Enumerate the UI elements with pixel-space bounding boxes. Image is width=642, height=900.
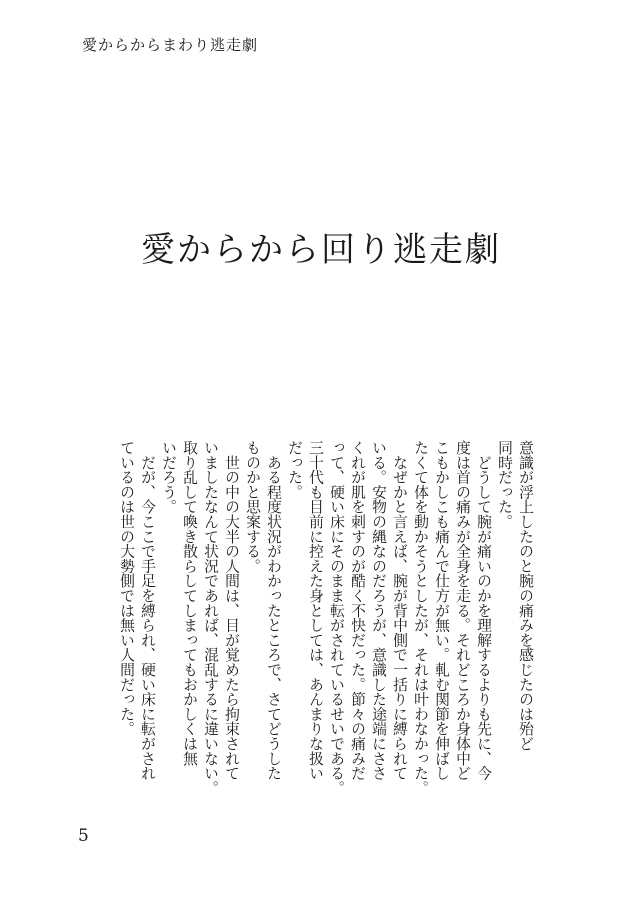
text-line: こもかしこも痛んで仕方が無い。軋む関節を伸ばし bbox=[433, 440, 450, 781]
text-line: って、硬い床にそのまま転がされているせいである。 bbox=[328, 440, 345, 796]
text-line: いる。安物の縄なのだろうが、意識した途端にささ bbox=[370, 440, 387, 781]
text-line: だった。 bbox=[286, 440, 303, 500]
text-line: 世の中の大半の人間は、目が覚めたら拘束されて bbox=[223, 440, 240, 781]
text-line: いましたなんて状況であれば、混乱するに違いない。 bbox=[202, 440, 219, 796]
running-header: 愛からからまわり逃走劇 bbox=[82, 36, 259, 54]
body-text bbox=[116, 440, 536, 815]
text-line: 意識が浮上したのと腕の痛みを感じたのは殆ど bbox=[517, 440, 534, 751]
text-line: いだろう。 bbox=[160, 440, 177, 514]
text-line: ているのは世の大勢側では無い人間だった。 bbox=[118, 440, 135, 736]
text-line: だが、今ここで手足を縛られ、硬い床に転がされ bbox=[139, 440, 156, 781]
text-line: どうして腕が痛いのかを理解するよりも先に、今 bbox=[475, 440, 492, 781]
text-line: くれが肌を刺すのが酷く不快だった。節々の痛みだ bbox=[349, 440, 366, 781]
text-line: ある程度状況がわかったところで、さてどうした bbox=[265, 440, 282, 781]
text-line: 同時だった。 bbox=[496, 440, 513, 529]
text-line: 取り乱して喚き散らしてしまってもおかしくは無 bbox=[181, 440, 198, 766]
text-line: なぜかと言えば、腕が背中側で一括りに縛られて bbox=[391, 440, 408, 781]
text-line: ものかと思案する。 bbox=[244, 440, 261, 574]
text-line: たくて体を動かそうとしたが、それは叶わなかった。 bbox=[412, 440, 429, 796]
text-line: 度は首の痛みが全身を走る。それどころか身体中ど bbox=[454, 440, 471, 781]
text-line: 三十代も目前に控えた身としては、あんまりな扱い bbox=[307, 440, 324, 781]
page-number: 5 bbox=[78, 826, 89, 846]
chapter-title: 愛からから回り逃走劇 bbox=[141, 230, 501, 270]
